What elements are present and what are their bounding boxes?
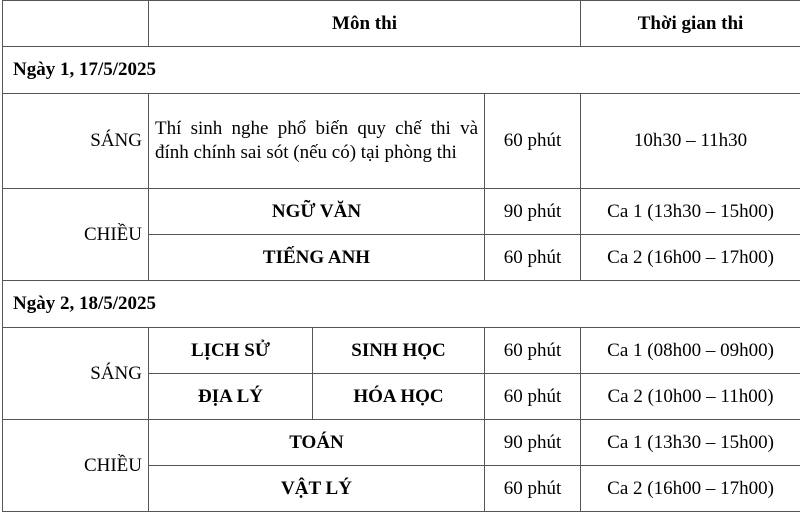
header-blank <box>3 1 149 47</box>
session-morning: SÁNG <box>3 94 149 189</box>
session-afternoon: CHIỀU <box>3 189 149 281</box>
subject-name: HÓA HỌC <box>313 374 485 420</box>
exam-time: Ca 1 (13h30 – 15h00) <box>581 189 800 235</box>
exam-time: Ca 2 (16h00 – 17h00) <box>581 235 800 281</box>
subject-name: TOÁN <box>149 420 485 466</box>
duration: 60 phút <box>485 328 581 374</box>
subject-name: LỊCH SỬ <box>149 328 313 374</box>
duration: 90 phút <box>485 189 581 235</box>
table-row <box>3 420 800 466</box>
subject-name: ĐỊA LÝ <box>149 374 313 420</box>
subject-name: SINH HỌC <box>313 328 485 374</box>
exam-time: Ca 1 (13h30 – 15h00) <box>581 420 800 466</box>
table-row <box>3 189 800 235</box>
table-row <box>3 328 800 374</box>
header-row <box>3 1 800 47</box>
header-time: Thời gian thi <box>581 1 800 47</box>
header-subject: Môn thi <box>149 1 581 47</box>
subject-name: TIẾNG ANH <box>149 235 485 281</box>
session-afternoon: CHIỀU <box>3 420 149 512</box>
day-row <box>3 47 800 94</box>
exam-time: Ca 1 (08h00 – 09h00) <box>581 328 800 374</box>
duration: 60 phút <box>485 374 581 420</box>
duration: 60 phút <box>485 235 581 281</box>
day-row <box>3 281 800 328</box>
subject-name: VẬT LÝ <box>149 466 485 512</box>
table-row <box>3 94 800 189</box>
day-1-label: Ngày 1, 17/5/2025 <box>3 47 800 94</box>
duration: 90 phút <box>485 420 581 466</box>
exam-time: Ca 2 (16h00 – 17h00) <box>581 466 800 512</box>
rules-briefing-text: Thí sinh nghe phổ biến quy chế thi và đính chính sai sót (nếu có) tại phòng thi <box>149 94 485 189</box>
exam-schedule-table <box>2 0 800 512</box>
session-morning: SÁNG <box>3 328 149 420</box>
duration: 60 phút <box>485 94 581 189</box>
exam-time: Ca 2 (10h00 – 11h00) <box>581 374 800 420</box>
subject-name: NGỮ VĂN <box>149 189 485 235</box>
day-2-label: Ngày 2, 18/5/2025 <box>3 281 800 328</box>
duration: 60 phút <box>485 466 581 512</box>
exam-time: 10h30 – 11h30 <box>581 94 800 189</box>
